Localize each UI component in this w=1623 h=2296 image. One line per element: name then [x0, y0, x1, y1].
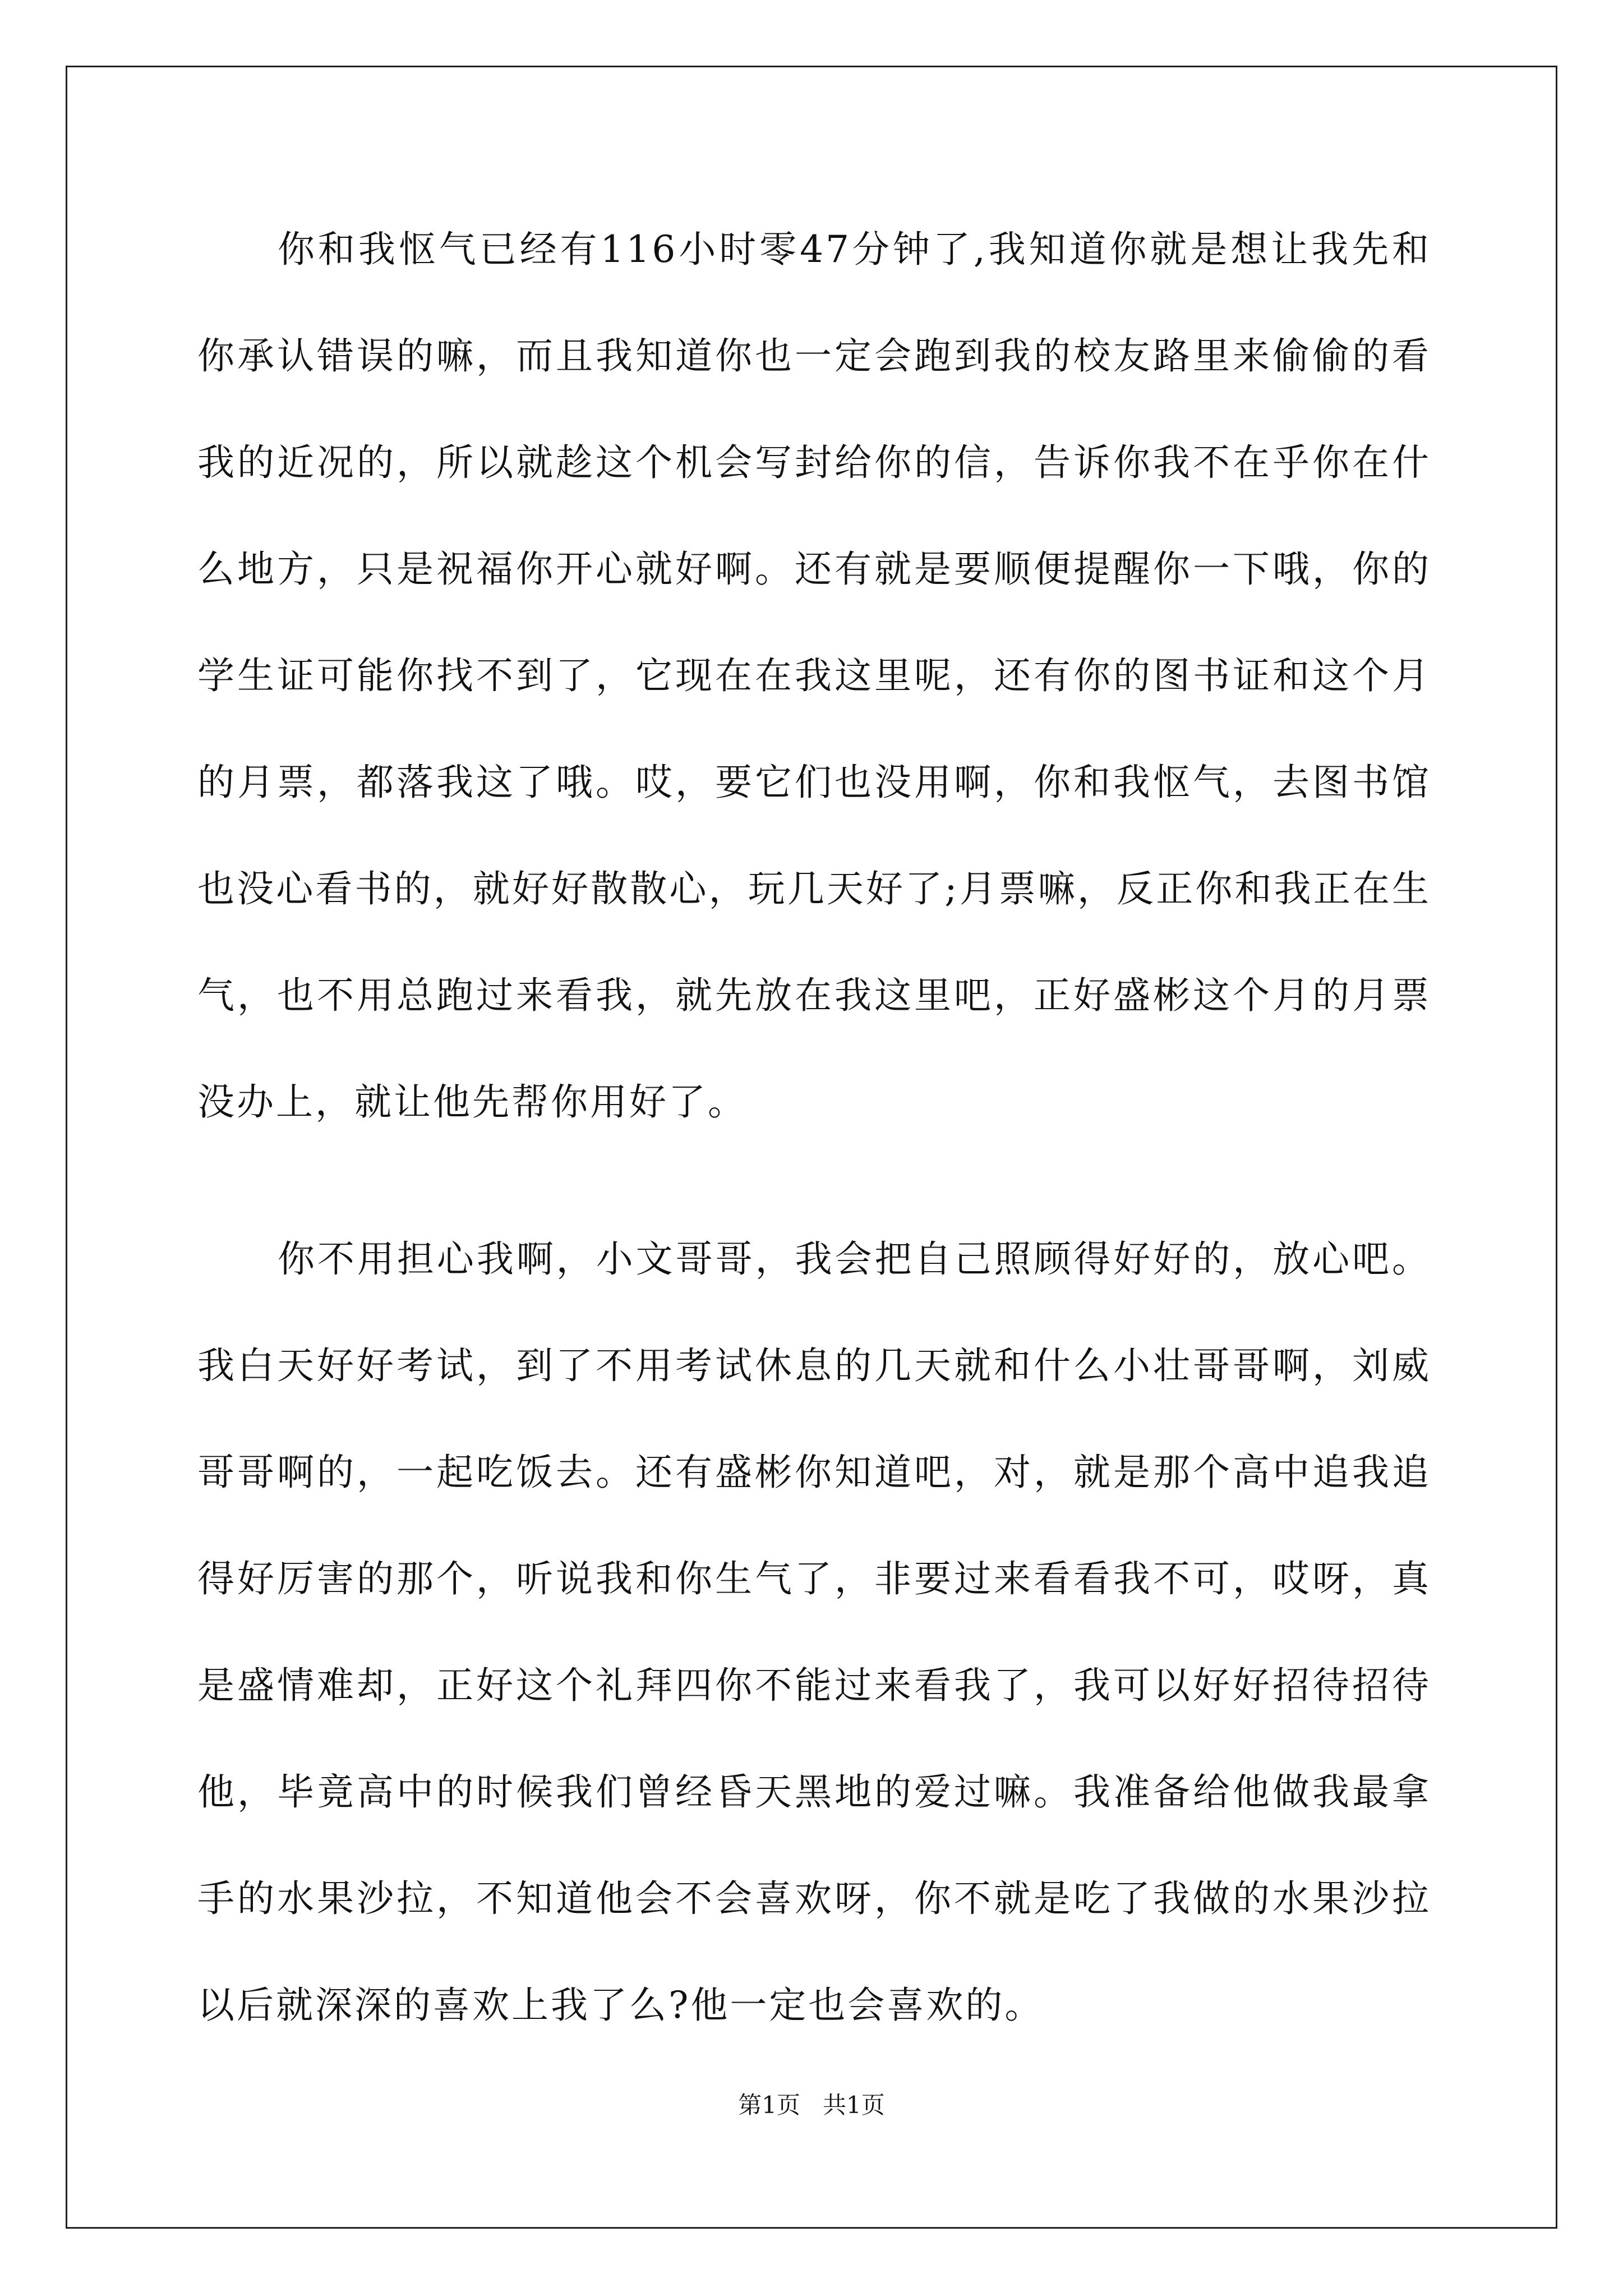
page-footer — [0, 2087, 1623, 2120]
paragraph-1: 你和我怄气已经有116小时零47分钟了,我知道你就是想让我先和你承认错误的嘛，而且我知道你也一定会跑到我的校友路里来偷偷的看我的近况的，所以就趁这个机会写封给你的信，告诉你我不在乎你在什么地方，只是祝福你开心就好啊。还有就是要顺便提醒你一下哦，你的学生证可能你找不到了，它现在在我这里呢，还有你的图书证和这个月的月票，都落我这了哦。哎，要它们也没用啊，你和我怄气，去图书馆也没心看书的，就好好散散心，玩几天好了;月票嘛，反正你和我正在生气，也不用总跑过来看我，就先放在我这里吧，正好盛彬这个月的月票没办上，就让他先帮你用好了。 — [197, 228, 1431, 1124]
page-total: 共1页 — [823, 2091, 885, 2119]
paragraph-2: 你不用担心我啊，小文哥哥，我会把自己照顾得好好的，放心吧。我白天好好考试，到了不用考试休息的几天就和什么小壮哥哥啊，刘威哥哥啊的，一起吃饭去。还有盛彬你知道吧，对，就是那个高中追我追得好厉害的那个，听说我和你生气了，非要过来看看我不可，哎呀，真是盛情难却，正好这个礼拜四你不能过来看我了，我可以好好招待招待他，毕竟高中的时候我们曾经昏天黑地的爱过嘛。我准备给他做我最拿手的水果沙拉，不知道他会不会喜欢呀，你不就是吃了我做的水果沙拉以后就深深的喜欢上我了么?他一定也会喜欢的。 — [197, 1237, 1431, 2027]
page-number: 第1页 — [738, 2091, 800, 2119]
